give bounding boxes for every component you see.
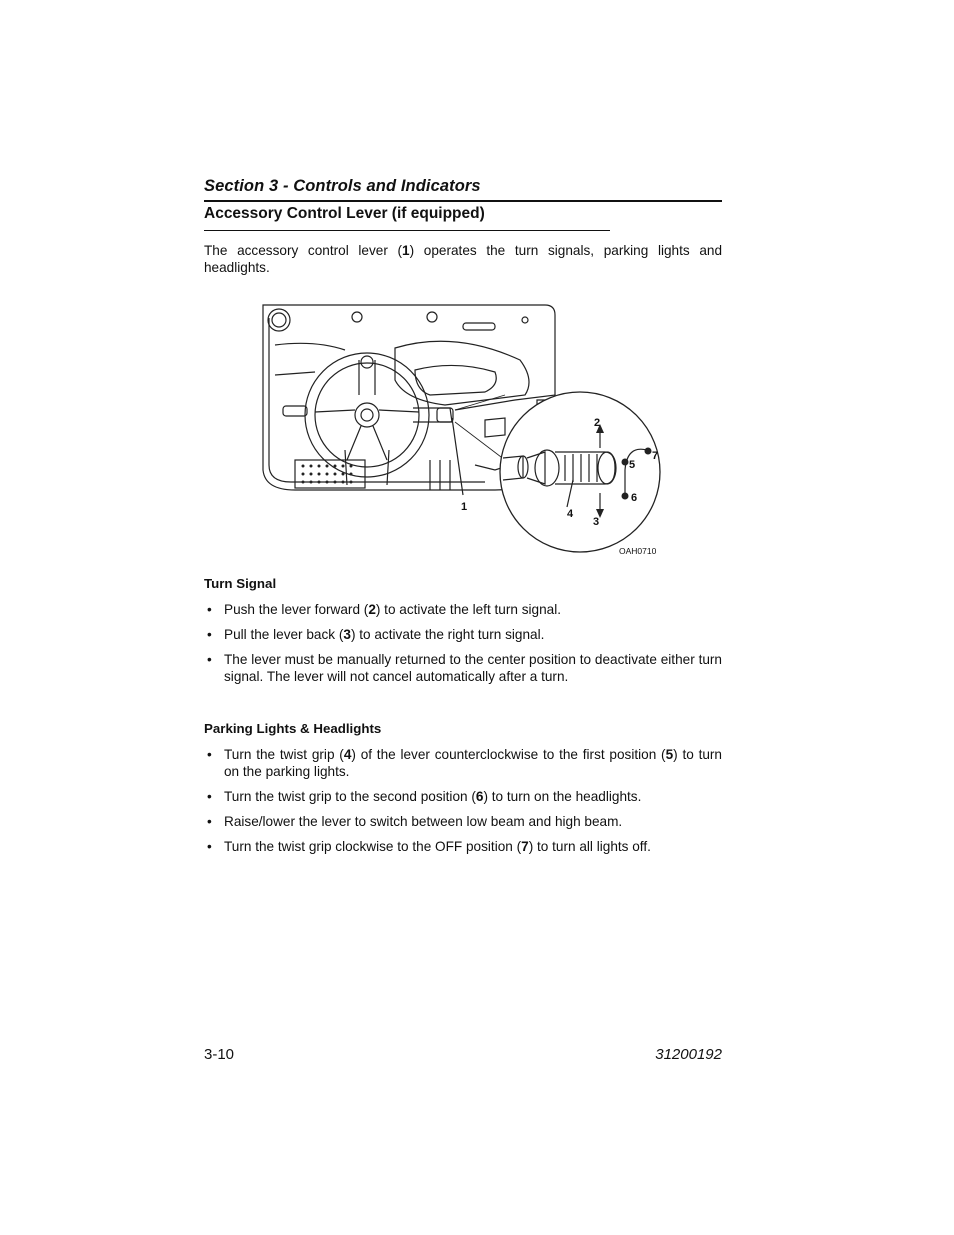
parking-lights-heading: Parking Lights & Headlights <box>204 721 382 736</box>
list-item: • Turn the twist grip (4) of the lever counterclockwise to the first position (5) to turn on the parking lights. <box>204 746 722 780</box>
page-number: 3-10 <box>204 1046 235 1063</box>
callout-6: 6 <box>631 492 638 504</box>
callout-4: 4 <box>567 508 574 520</box>
list-item: • Turn the twist grip clockwise to the OFF position (7) to turn all lights off. <box>204 838 722 855</box>
accessory-lever-figure <box>255 300 675 562</box>
subsection-title: Accessory Control Lever (if equipped) <box>204 205 485 222</box>
section-rule <box>204 200 722 202</box>
callout-7: 7 <box>652 450 659 462</box>
turn-signal-list <box>204 601 722 693</box>
figure-code: OAH0710 <box>619 546 657 556</box>
parking-lights-list <box>204 746 722 863</box>
turn-signal-heading: Turn Signal <box>204 576 277 591</box>
list-item: • Push the lever forward (2) to activate the left turn signal. <box>204 601 722 618</box>
section-title: Section 3 - Controls and Indicators <box>204 177 481 195</box>
intro-paragraph: The accessory control lever (1) operates the turn signals, parking lights and headlights. <box>204 243 723 275</box>
callout-1: 1 <box>461 501 468 513</box>
callout-5: 5 <box>629 459 636 471</box>
list-item: • Raise/lower the lever to switch between low beam and high beam. <box>204 813 722 830</box>
document-number: 31200192 <box>655 1046 722 1063</box>
subsection-rule <box>204 230 610 231</box>
list-item: • The lever must be manually returned to the center position to deactivate either turn signal. The lever will not cancel automatically after a turn. <box>204 651 722 685</box>
list-item: • Turn the twist grip to the second position (6) to turn on the headlights. <box>204 788 722 805</box>
callout-2: 2 <box>594 417 601 429</box>
list-item: • Pull the lever back (3) to activate the right turn signal. <box>204 626 722 643</box>
callout-3: 3 <box>593 516 600 528</box>
